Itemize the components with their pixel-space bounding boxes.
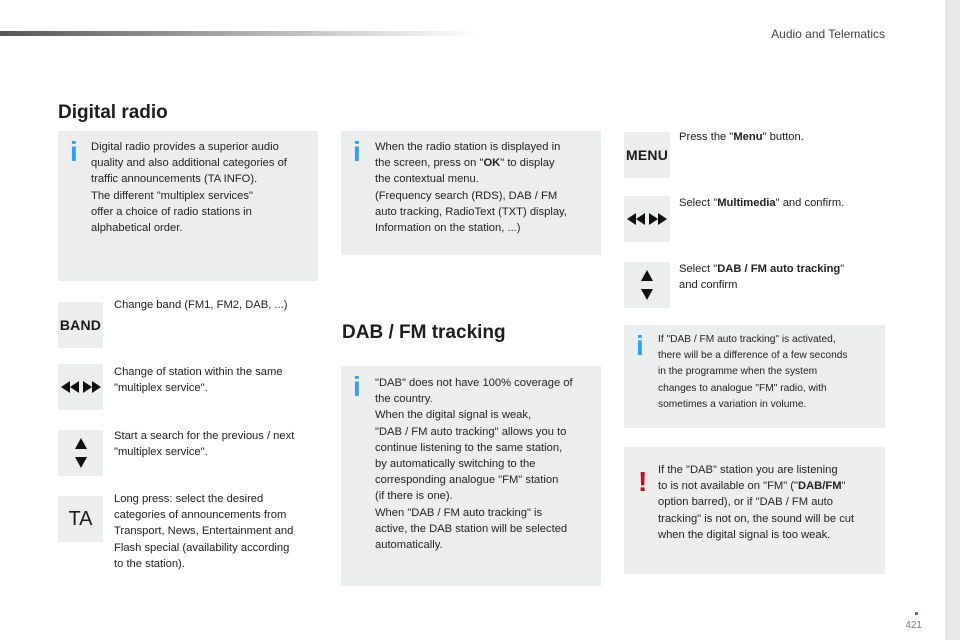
rewind-forward-icon	[59, 379, 103, 395]
ta-key-label: TA	[68, 507, 93, 530]
info-icon: i	[70, 136, 78, 167]
rewind-forward-icon	[625, 211, 669, 227]
instruction-ta: Long press: select the desired categories of announcements from Transport, News, Entertainment and Flash special (availability according to the station).	[114, 493, 294, 570]
heading-digital-radio: Digital radio	[58, 102, 168, 123]
menu-key-label: MENU	[625, 147, 669, 163]
page-number: 421	[905, 620, 922, 631]
instruction-menu: Press the "Menu" button.	[679, 131, 804, 143]
instruction-band: Change band (FM1, FM2, DAB, ...)	[114, 299, 288, 311]
seek-buttons-icon	[58, 364, 103, 410]
info-icon: i	[636, 330, 644, 361]
warning-text: If the "DAB" station you are listening to is not available on "FM" ("DAB/FM" option barred), or if "DAB / FM auto tracking" is not on, the sound will be cut when the digital signal is too weak.	[658, 464, 855, 541]
info-text-contextual-menu: When the radio station is displayed in the screen, press on "OK" to display the contextual menu. (Frequency search (RDS), DAB / FM auto tracking, RadioText (TXT) display, Information on the station, ...)	[375, 141, 567, 235]
section-title: Audio and Telematics	[771, 27, 885, 41]
warning-icon: !	[638, 466, 648, 497]
instruction-multimedia: Select "Multimedia" and confirm.	[679, 197, 845, 209]
seek-buttons-icon	[624, 196, 670, 242]
menu-button-icon	[624, 132, 670, 178]
info-text-digital-radio: Digital radio provides a superior audio quality and also additional categories of traffic announcements (TA INFO). The different "multiplex services" offer a choice of radio stations in alphabetical order.	[91, 141, 287, 235]
band-button-icon	[58, 302, 103, 348]
up-down-arrows-icon	[73, 436, 89, 470]
instruction-search: Start a search for the previous / next "multiplex service".	[114, 430, 295, 459]
up-down-arrows-icon	[639, 268, 655, 302]
info-text-tracking-activated: If "DAB / FM auto tracking" is activated, there will be a difference of a few seconds in the programme when the system changes to analogue "FM" radio, with sometimes a variation in volume.	[658, 334, 848, 410]
band-key-label: BAND	[59, 317, 102, 333]
header-gradient-bar	[0, 31, 480, 36]
info-text-dab-coverage: "DAB" does not have 100% coverage of the country. When the digital signal is weak, "DAB / FM auto tracking" allows you to continue listening to the same station, by automatically switching to the corresponding analogue "FM" station (if there is one). When "DAB / FM auto tracking" is active, the DAB station will be selected automatically.	[375, 377, 573, 552]
heading-dab-fm-tracking: DAB / FM tracking	[342, 322, 506, 343]
ta-button-icon	[58, 496, 103, 542]
page-dot	[915, 612, 918, 615]
info-icon: i	[353, 371, 361, 402]
instruction-station: Change of station within the same "multiplex service".	[114, 366, 283, 395]
instruction-tracking: Select "DAB / FM auto tracking" and confirm	[679, 263, 845, 292]
up-down-buttons-icon	[624, 262, 670, 308]
info-icon: i	[353, 136, 361, 167]
up-down-buttons-icon	[58, 430, 103, 476]
page-edge-strip	[945, 0, 960, 640]
